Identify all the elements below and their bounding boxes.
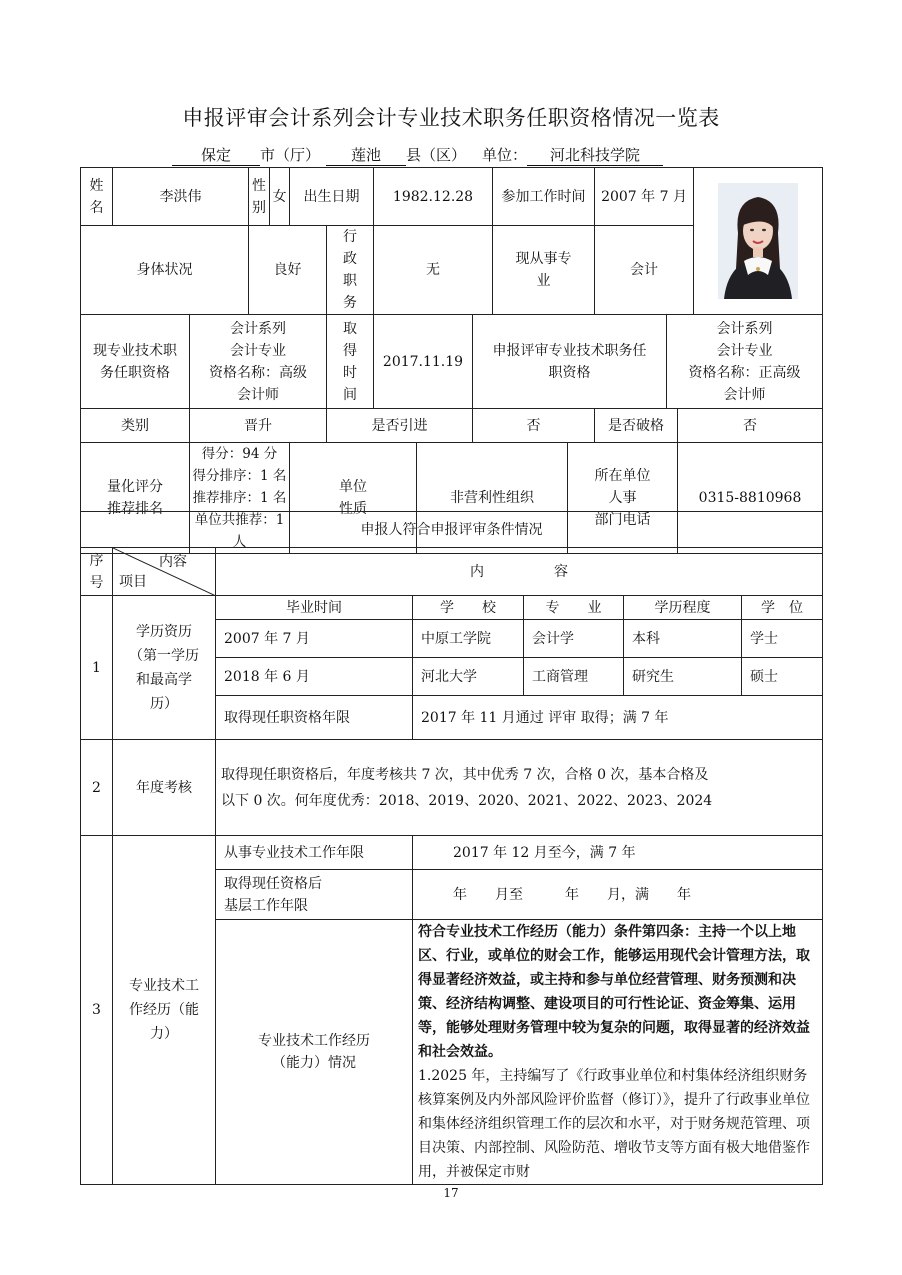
county-suffix: 县（区） — [406, 146, 467, 164]
category-value: 晋升 — [190, 409, 327, 443]
hr-phone-value: 0315-8810968 — [678, 443, 823, 554]
category-label: 类别 — [81, 409, 190, 443]
unit-label: 单位： — [482, 146, 528, 164]
city-value: 保定 — [172, 145, 260, 166]
apply-qual-line-4: 会计师 — [723, 386, 766, 403]
annual-no: 2 — [81, 740, 113, 836]
apply-qual-line-2: 会计专业 — [716, 342, 773, 359]
grassroots-label-line-1: 取得现任资格后 — [224, 875, 322, 892]
edu-header-level: 学历程度 — [624, 596, 742, 620]
edu-row1-school: 中原工学院 — [413, 620, 524, 658]
current-qual-line-3: 资格名称：高级 — [209, 364, 307, 381]
qual-years-value: 2017 年 11 月通过 评审 取得；满 7 年 — [413, 696, 823, 740]
edu-row2-school: 河北大学 — [413, 658, 524, 696]
current-qual-label: 现专业技术职务任职资格 — [81, 315, 190, 409]
content-header: 内 容 — [216, 548, 823, 596]
edu-row1-time: 2007 年 7 月 — [216, 620, 413, 658]
apply-qual-label: 申报评审专业技术职务任职资格 — [473, 315, 667, 409]
grassroots-value: 年 月至 年 月，满 年 — [413, 870, 823, 920]
education-label: 学历资历（第一学历和最高学历） — [113, 596, 216, 740]
avatar — [718, 183, 798, 299]
unit-nature-label-line-2: 性质 — [339, 501, 367, 517]
score-line-1: 得分：94 分 — [201, 446, 278, 462]
score-line-2: 得分排序：1 名 — [192, 468, 287, 484]
edu-row1-level: 本科 — [624, 620, 742, 658]
hr-phone-label-line-1: 所在单位 — [594, 468, 651, 484]
name-label: 姓名 — [81, 168, 113, 226]
seq-header: 序号 — [81, 548, 113, 596]
apply-qual-cell — [667, 315, 823, 409]
county-value: 莲池 — [326, 145, 406, 166]
exp-detail-cell — [413, 920, 823, 1185]
score-line-4: 单位共推荐：1 人 — [194, 512, 285, 550]
exp-detail-label — [216, 920, 413, 1185]
photo-cell — [694, 168, 823, 315]
edu-row1-major: 会计学 — [524, 620, 624, 658]
experience-label: 专业技术工作经历（能力） — [113, 836, 216, 1185]
edu-row2-major: 工商管理 — [524, 658, 624, 696]
exp-detail-text: 1.2025 年，主持编写了《行政事业单位和村集体经济组织财务核算案例及内外部风险评价监督（修订）》，提升了行政事业单位和集体经济组织管理工作的层次和水平，对于财务规范管理、项目决策、内部控制、风险防范、增收节支等方面有极大地借鉴作用，并被保定市财 — [418, 1068, 810, 1180]
qual-years-label: 取得现任职资格年限 — [216, 696, 413, 740]
experience-no: 3 — [81, 836, 113, 1185]
hr-phone-label-line-3: 部门电话 — [594, 512, 651, 528]
education-no: 1 — [81, 596, 113, 740]
health-value: 良好 — [249, 226, 327, 315]
current-qual-line-4: 会计师 — [237, 386, 279, 403]
annual-line-2: 以下 0 次。何年度优秀：2018、2019、2020、2021、2022、2023、2024 — [221, 792, 713, 809]
exp-bold-text: 符合专业技术工作经历（能力）条件第四条：主持一个以上地区、行业，或单位的财会工作，能够运用现代会计管理方法，取得显著经济效益，或主持和参与单位经营管理、财务预测和决策、经济结构调整、建设项目的可行性论证、资金筹集、运用等，能够处理财务管理中较为复杂的问题，取得显著的经济效益和社会效益。 — [418, 924, 810, 1060]
page-title: 申报评审会计系列会计专业技术职务任职资格情况一览表 — [182, 106, 720, 130]
grassroots-label-line-2: 基层工作年限 — [224, 897, 308, 914]
exp-years-value: 2017 年 12 月至今，满 7 年 — [413, 836, 823, 870]
edu-row2-level: 研究生 — [624, 658, 742, 696]
score-line-3: 推荐排序：1 名 — [192, 490, 287, 506]
annual-line-1: 取得现任职资格后，年度考核共 7 次，其中优秀 7 次，合格 0 次，基本合格及 — [221, 766, 709, 783]
profession-label: 现从事专业 — [493, 226, 595, 315]
obtain-time-label: 取得时间 — [327, 315, 374, 409]
edu-header-school: 学 校 — [413, 596, 524, 620]
admin-post-value: 无 — [374, 226, 493, 315]
introduced-value: 否 — [473, 409, 595, 443]
edu-header-degree: 学 位 — [742, 596, 823, 620]
edu-header-time: 毕业时间 — [216, 596, 413, 620]
content-item-header — [113, 548, 216, 596]
birth-value: 1982.12.28 — [374, 168, 493, 226]
diagonal-line — [113, 548, 216, 596]
item-corner-label: 项目 — [119, 573, 147, 590]
city-suffix: 市（厅） — [260, 146, 321, 164]
work-start-label: 参加工作时间 — [493, 168, 595, 226]
edu-row2-degree: 硕士 — [742, 658, 823, 696]
content-corner-label: 内容 — [159, 553, 187, 570]
profession-value: 会计 — [595, 226, 694, 315]
gender-label: 性别 — [249, 168, 270, 226]
edu-header-major: 专 业 — [524, 596, 624, 620]
exp-years-label: 从事专业技术工作年限 — [216, 836, 413, 870]
obtain-time-value: 2017.11.19 — [374, 315, 473, 409]
gender-value: 女 — [270, 168, 290, 226]
exp-detail-label-line-2: （能力）情况 — [272, 1055, 356, 1071]
edu-row1-degree: 学士 — [742, 620, 823, 658]
current-qual-line-1: 会计系列 — [230, 320, 286, 337]
current-qual-cell — [190, 315, 327, 409]
apply-qual-line-3: 资格名称：正高级 — [688, 364, 801, 381]
exception-value: 否 — [678, 409, 823, 443]
exp-detail-label-line-1: 专业技术工作经历 — [258, 1033, 370, 1049]
health-label: 身体状况 — [81, 226, 249, 315]
edu-row2-time: 2018 年 6 月 — [216, 658, 413, 696]
work-start-value: 2007 年 7 月 — [595, 168, 694, 226]
name-value: 李洪伟 — [113, 168, 249, 226]
score-label-line-2: 推荐排名 — [107, 501, 163, 517]
hr-phone-label-line-2: 人事 — [608, 490, 637, 506]
unit-nature-value: 非营利性组织 — [417, 443, 568, 554]
section-title: 申报人符合申报评审条件情况 — [81, 512, 823, 548]
unit-value: 河北科技学院 — [527, 145, 663, 166]
location-line — [172, 145, 872, 167]
birth-label: 出生日期 — [290, 168, 374, 226]
admin-post-label: 行政职务 — [327, 226, 374, 315]
conditions-table — [80, 511, 823, 1185]
unit-nature-label-line-1: 单位 — [339, 479, 367, 495]
annual-text — [216, 740, 823, 836]
grassroots-label — [216, 870, 413, 920]
exception-label: 是否破格 — [595, 409, 678, 443]
apply-qual-line-1: 会计系列 — [716, 320, 773, 337]
annual-label: 年度考核 — [113, 740, 216, 836]
score-label-line-1: 量化评分 — [107, 479, 163, 495]
introduced-label: 是否引进 — [327, 409, 473, 443]
current-qual-line-2: 会计专业 — [230, 342, 286, 359]
basic-info-table — [80, 167, 823, 554]
page-number: 17 — [443, 1186, 459, 1200]
